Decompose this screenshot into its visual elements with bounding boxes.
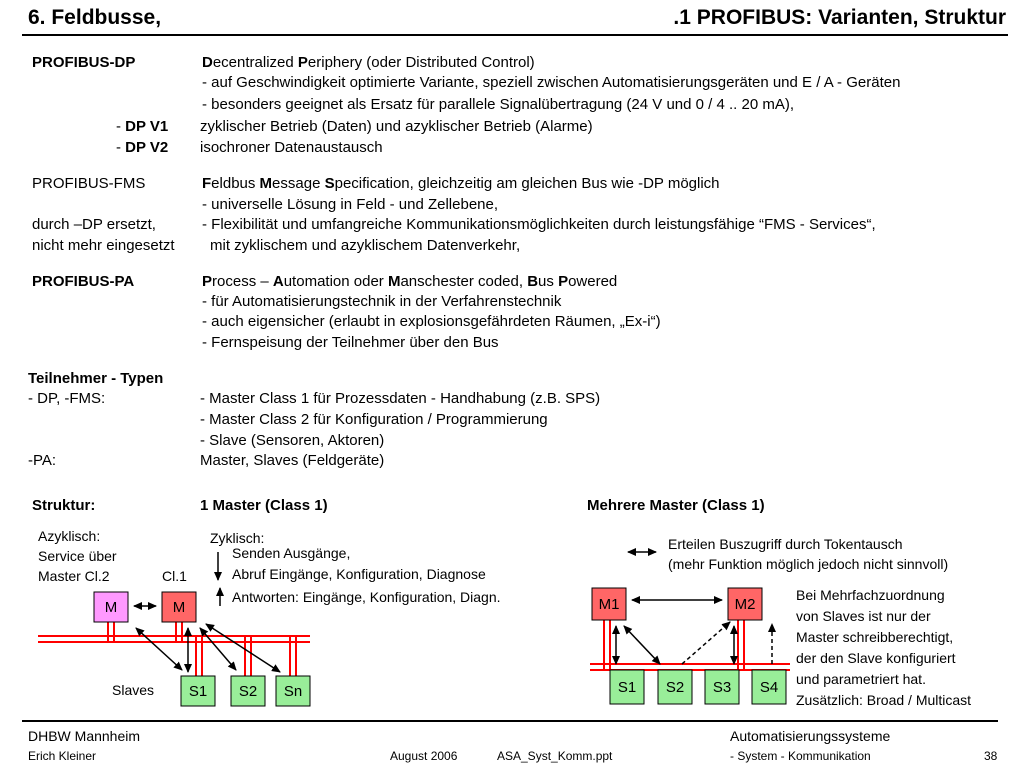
azyklisch-text-2: Service über xyxy=(38,548,117,564)
dp-v1-label: DP V1 xyxy=(125,118,169,135)
footer-page: 38 xyxy=(984,749,998,763)
title-fragment: A xyxy=(272,273,284,290)
struktur-title: Struktur: xyxy=(32,497,96,514)
dp-v2-prefix: - xyxy=(116,139,126,156)
slave-sn-label: Sn xyxy=(283,683,303,700)
answer-text: Antworten: Eingänge, Konfiguration, Diagn. xyxy=(232,589,501,605)
multi-note-3: Master schreibberechtigt, xyxy=(796,629,954,645)
title-fragment: B xyxy=(527,273,539,290)
title-fragment: D xyxy=(202,54,213,71)
teilnehmer-dp-line-2: - Master Class 2 für Konfiguration / Programmierung xyxy=(200,411,548,428)
footer-author: Erich Kleiner xyxy=(28,749,97,763)
multi-master-title: Mehrere Master (Class 1) xyxy=(587,497,765,514)
footer-course: Automatisierungssysteme xyxy=(730,728,891,744)
token-text-2: (mehr Funktion möglich jedoch nicht sinnvoll) xyxy=(668,556,949,572)
title-fragment: S xyxy=(324,175,335,192)
footer-date: August 2006 xyxy=(390,749,458,763)
title-fragment: P xyxy=(558,273,569,290)
title-fragment: rocess – xyxy=(212,273,273,290)
teilnehmer-pa-label: -PA: xyxy=(28,452,57,469)
cl1-label: Cl.1 xyxy=(162,568,187,584)
teilnehmer-dp-label: - DP, -FMS: xyxy=(28,390,106,407)
footer-org: DHBW Mannheim xyxy=(28,728,141,744)
title-fragment: owered xyxy=(568,273,618,290)
dp-v2-label: DP V2 xyxy=(125,139,169,156)
fms-line-2: - Flexibilität und umfangreiche Kommunikationsmöglichkeiten durch leistungsfähige “FMS - Services“, xyxy=(202,216,876,233)
multi-s1-label: S1 xyxy=(617,679,637,696)
teilnehmer-title: Teilnehmer - Typen xyxy=(28,370,164,387)
title-fragment: anschester coded, xyxy=(400,273,528,290)
slave-s2-label: S2 xyxy=(238,683,258,700)
pa-line-2: - auch eigensicher (erlaubt in explosionsgefährdeten Räumen, „Ex-i“) xyxy=(202,313,661,330)
section-title: .1 PROFIBUS: Varianten, Struktur xyxy=(673,6,1006,29)
title-fragment: eriphery (oder Distributed Control) xyxy=(307,54,535,71)
multi-m1-label: M1 xyxy=(598,596,620,613)
single-master-title: 1 Master (Class 1) xyxy=(200,497,328,514)
footer-file: ASA_Syst_Komm.ppt xyxy=(497,749,613,763)
fms-side-1: durch –DP ersetzt, xyxy=(32,216,156,233)
m1-s2-arrow xyxy=(200,628,236,670)
multi-s4-label: S4 xyxy=(759,679,779,696)
title-fragment: essage xyxy=(272,175,325,192)
pa-line-1: - für Automatisierungstechnik in der Verfahrenstechnik xyxy=(202,293,562,310)
title-fragment: P xyxy=(297,54,308,71)
fms-line-3: mit zyklischem und azyklischem Datenverkehr, xyxy=(210,237,521,254)
pa-label: PROFIBUS-PA xyxy=(32,273,135,290)
send-text-2: Abruf Eingänge, Konfiguration, Diagnose xyxy=(232,566,486,582)
multi-s3-label: S3 xyxy=(712,679,732,696)
m1-s2-multi-arrow xyxy=(624,626,660,664)
footer-rule xyxy=(22,720,998,722)
dp-v2-text: isochroner Datenaustausch xyxy=(200,139,383,156)
multi-note-5: und parametriert hat. xyxy=(796,671,926,687)
title-fragment: F xyxy=(202,175,212,192)
title-fragment: pecification, gleichzeitig am gleichen Bus wie -DP möglich xyxy=(334,175,720,192)
pa-line-3: - Fernspeisung der Teilnehmer über den Bus xyxy=(202,334,499,351)
multi-note-4: der den Slave konfiguriert xyxy=(796,650,956,666)
teilnehmer-dp-line-1: - Master Class 1 für Prozessdaten - Handhabung (z.B. SPS) xyxy=(200,390,601,407)
multi-note-1: Bei Mehrfachzuordnung xyxy=(796,587,945,603)
token-text-1: Erteilen Buszugriff durch Tokentausch xyxy=(668,536,903,552)
slaves-label: Slaves xyxy=(112,682,155,698)
title-fragment: M xyxy=(387,273,401,290)
title-fragment: M xyxy=(259,175,273,192)
dp-v1-text: zyklischer Betrieb (Daten) und azyklischer Betrieb (Alarme) xyxy=(200,118,593,135)
s2-m2-dashed-arrow xyxy=(682,622,730,664)
zyklisch-label: Zyklisch: xyxy=(210,530,265,546)
dp-line-1: - auf Geschwindigkeit optimierte Variante, speziell zwischen Automatisierungsgeräten und E / A - Geräten xyxy=(202,74,901,91)
master-class1-label: M xyxy=(172,599,186,616)
master-class2-label: M xyxy=(104,599,118,616)
title-fragment: eldbus xyxy=(211,175,260,192)
dp-v1-prefix: - xyxy=(116,118,126,135)
title-fragment: us xyxy=(538,273,559,290)
azyklisch-text-1: Azyklisch: xyxy=(38,528,101,544)
title-fragment: utomation oder xyxy=(283,273,388,290)
title-fragment: ecentralized xyxy=(212,54,298,71)
multi-note-2: von Slaves ist nur der xyxy=(796,608,931,624)
teilnehmer-dp-line-3: - Slave (Sensoren, Aktoren) xyxy=(200,432,385,449)
multi-s2-label: S2 xyxy=(665,679,685,696)
slave-s1-label: S1 xyxy=(188,683,208,700)
fms-side-2: nicht mehr eingesetzt xyxy=(32,237,175,254)
multi-m2-label: M2 xyxy=(734,596,756,613)
fms-line-1: - universelle Lösung in Feld - und Zellebene, xyxy=(202,196,499,213)
azyklisch-text-3: Master Cl.2 xyxy=(38,568,110,584)
title-fragment: P xyxy=(202,273,213,290)
dp-line-2: - besonders geeignet als Ersatz für parallele Signalübertragung (24 V und 0 / 4 .. 20 mA), xyxy=(202,96,795,113)
footer-topic: - System - Kommunikation xyxy=(730,749,871,763)
multi-note-6: Zusätzlich: Broad / Multicast xyxy=(796,692,972,708)
fms-label: PROFIBUS-FMS xyxy=(32,175,146,192)
teilnehmer-pa-line: Master, Slaves (Feldgeräte) xyxy=(200,452,385,469)
send-text-1: Senden Ausgänge, xyxy=(232,545,351,561)
dp-label: PROFIBUS-DP xyxy=(32,54,136,71)
chapter-title: 6. Feldbusse, xyxy=(28,6,162,29)
